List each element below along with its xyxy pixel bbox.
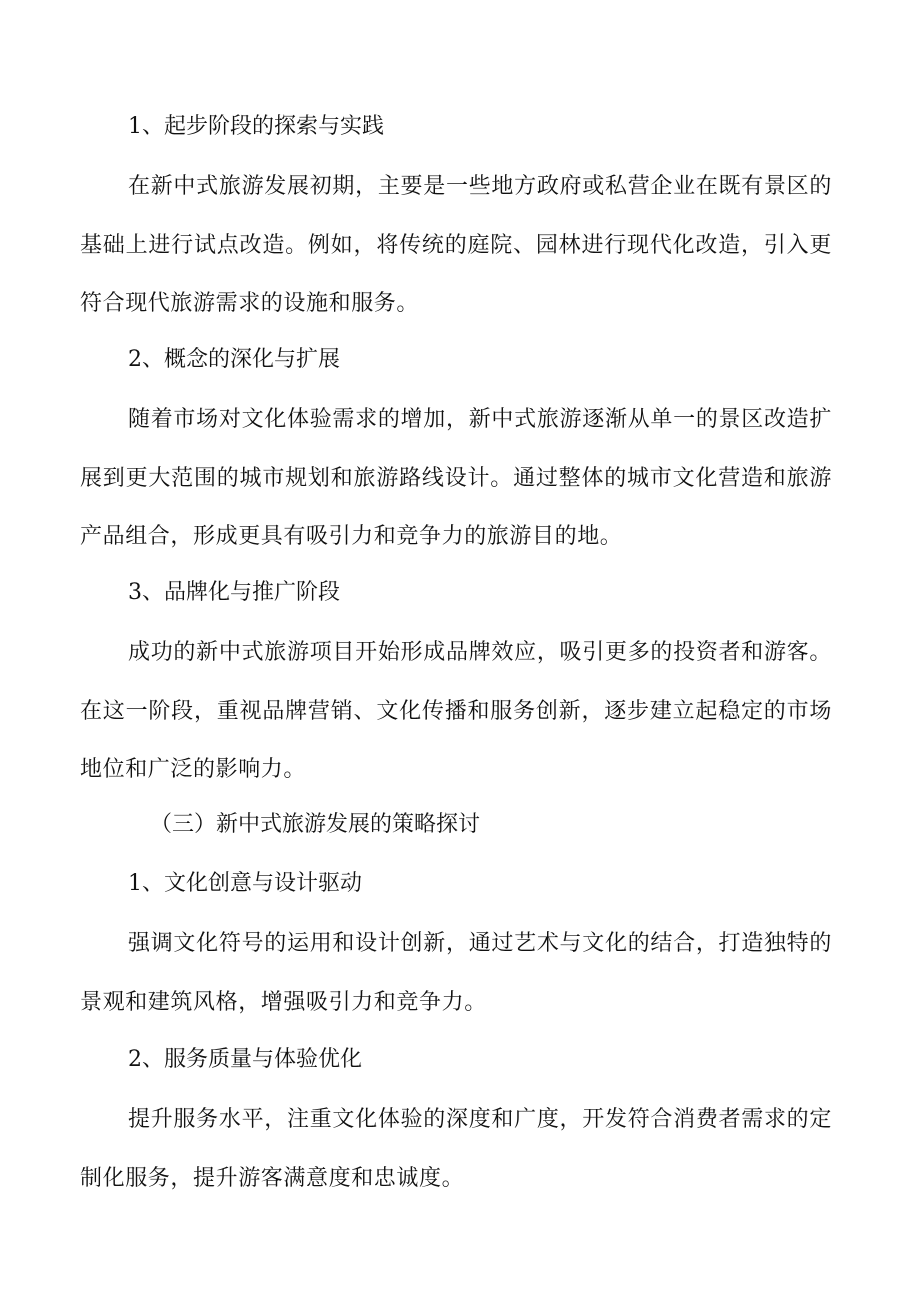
- heading-cultural-creativity: 1、文化创意与设计驱动: [128, 871, 362, 896]
- paragraph-concept-deepening: 随着市场对文化体验需求的增加，新中式旅游逐渐从单一的景区改造扩展到更大范围的城市规划和旅游路线设计。通过整体的城市文化营造和旅游产品组合，形成更具有吸引力和竞争力的旅游目的地。: [80, 407, 832, 549]
- heading-service-quality: 2、服务质量与体验优化: [128, 1047, 362, 1072]
- heading-concept-deepening: 2、概念的深化与扩展: [128, 347, 340, 372]
- section-heading-strategy: （三）新中式旅游发展的策略探讨: [150, 812, 481, 837]
- paragraph-startup-stage: 在新中式旅游发展初期，主要是一些地方政府或私营企业在既有景区的基础上进行试点改造。例如，将传统的庭院、园林进行现代化改造，引入更符合现代旅游需求的设施和服务。: [80, 174, 832, 316]
- paragraph-cultural-creativity: 强调文化符号的运用和设计创新，通过艺术与文化的结合，打造独特的景观和建筑风格，增强吸引力和竞争力。: [80, 931, 832, 1015]
- paragraph-branding-stage: 成功的新中式旅游项目开始形成品牌效应，吸引更多的投资者和游客。在这一阶段，重视品牌营销、文化传播和服务创新，逐步建立起稳定的市场地位和广泛的影响力。: [80, 640, 832, 782]
- heading-branding-stage: 3、品牌化与推广阶段: [128, 580, 340, 605]
- heading-startup-stage: 1、起步阶段的探索与实践: [128, 114, 384, 139]
- paragraph-service-quality: 提升服务水平，注重文化体验的深度和广度，开发符合消费者需求的定制化服务，提升游客满意度和忠诚度。: [80, 1107, 832, 1191]
